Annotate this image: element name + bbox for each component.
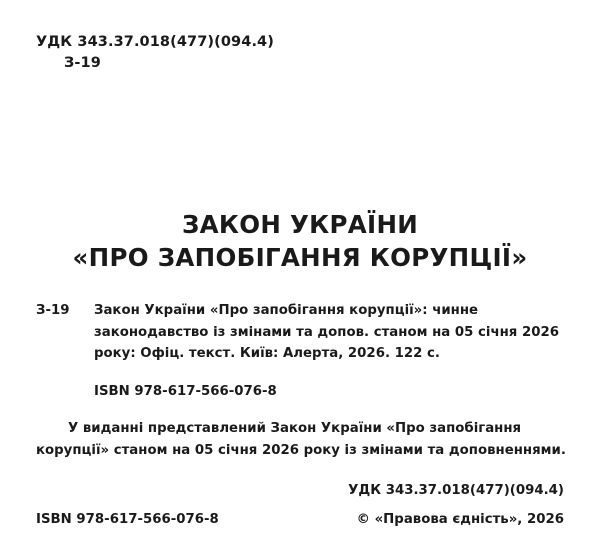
page-title xyxy=(0,208,600,274)
catalog-code-top: З-19 xyxy=(64,55,101,72)
title-line-2: «ПРО ЗАПОБІГАННЯ КОРУПЦІЇ» xyxy=(72,243,528,273)
biblio-description: Закон України «Про запобігання корупції»: чинне законодавство із змінами та допов. станом на 05 січня 2026 року: Офіц. текст. Київ: Алерта, 2026. 122 с. xyxy=(94,303,559,362)
annotation-block xyxy=(36,418,566,461)
udk-header-block xyxy=(36,32,274,74)
udk-classification-top: УДК 343.37.018(477)(094.4) xyxy=(36,34,274,50)
isbn-footer: ISBN 978-617-566-076-8 xyxy=(36,512,219,527)
title-line-1: ЗАКОН УКРАЇНИ xyxy=(181,210,419,239)
isbn-inner: ISBN 978-617-566-076-8 xyxy=(94,383,277,399)
bibliographic-entry xyxy=(36,300,566,402)
copyright-notice: © «Правова єдність», 2026 xyxy=(356,512,564,527)
biblio-row xyxy=(36,300,566,365)
annotation-text: У виданні представлений Закон України «Про запобігання корупції» станом на 05 січня 2026 року із змінами та доповненнями. xyxy=(36,421,566,458)
catalog-code-biblio: З-19 xyxy=(36,303,70,318)
page-footer xyxy=(36,512,564,527)
udk-classification-bottom: УДК 343.37.018(477)(094.4) xyxy=(348,483,564,498)
